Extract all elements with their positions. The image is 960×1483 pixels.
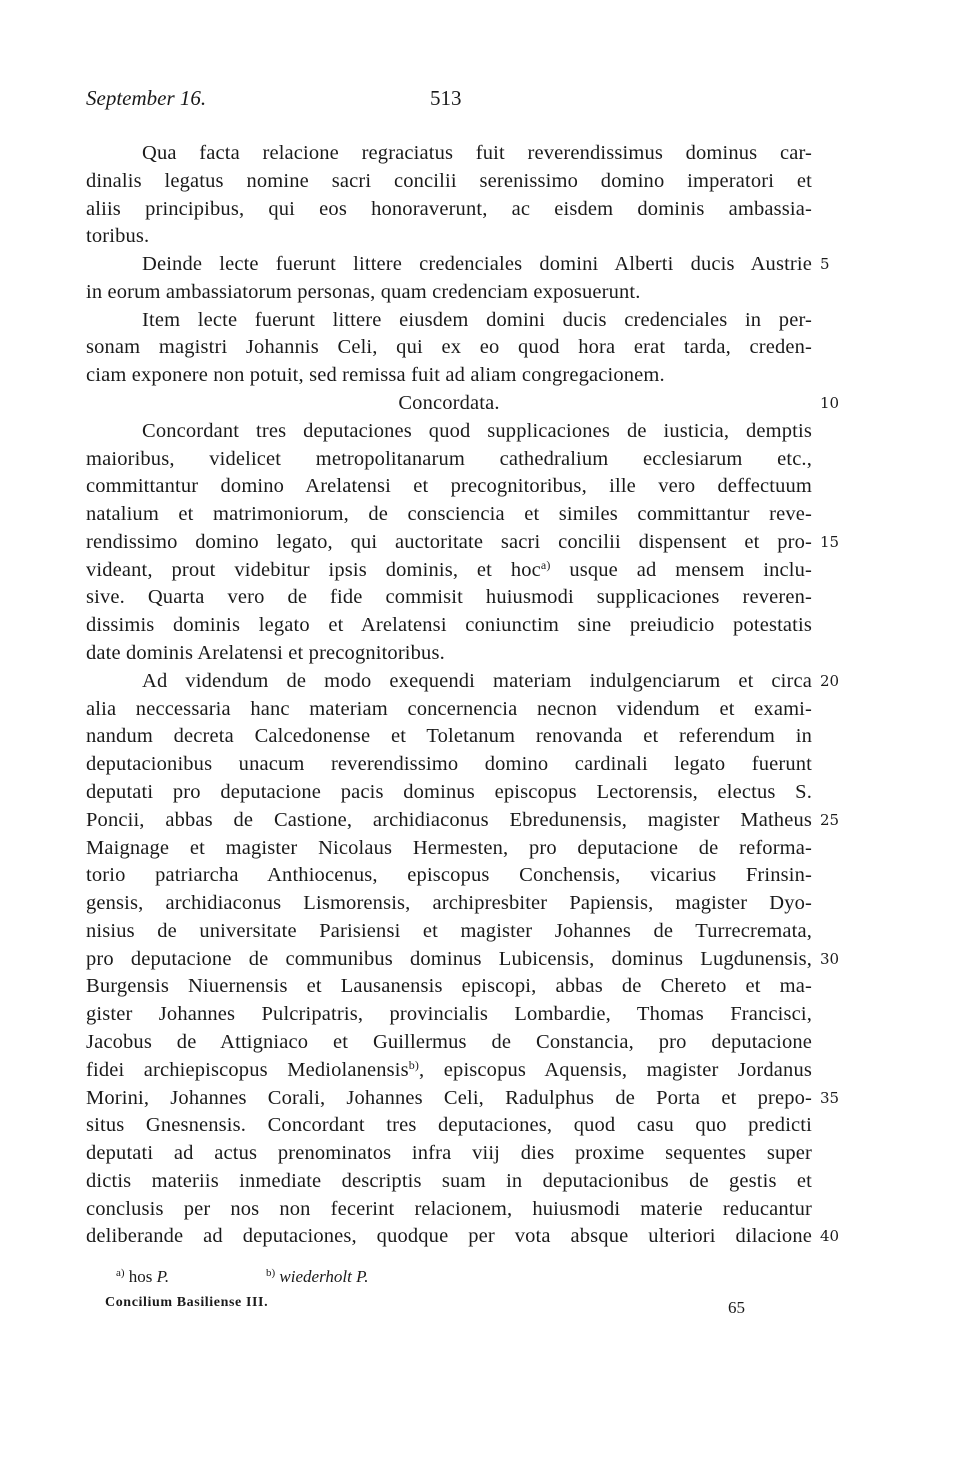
margin-line-number: 40 xyxy=(820,1227,840,1245)
text-line xyxy=(86,917,812,946)
text-line-content: deputati ad actus prenominatos infra viij dies proxime sequentes super xyxy=(86,1142,812,1164)
text-line-content: aliis principibus, qui eos honoraverunt, ac eisdem dominis ambassia- xyxy=(86,198,812,220)
text-line-content: dictis materiis inmediate descriptis suam in deputacionibus de gestis et xyxy=(86,1170,812,1192)
text-line-content: nandum decreta Calcedonense et Toletanum renovanda et referendum in xyxy=(86,725,812,747)
text-line-content: Concordant tres deputaciones quod supplicaciones de iusticia, demptis xyxy=(142,420,812,442)
text-line-content: alia neccessaria hanc materiam concernencia necnon videndum et exami- xyxy=(86,698,812,720)
text-line-content: pro deputacione de communibus dominus Lubicensis, dominus Lugdunensis, xyxy=(86,948,812,970)
text-line xyxy=(86,834,812,863)
text-line xyxy=(86,389,812,418)
running-head xyxy=(86,86,812,116)
text-line-content: gensis, archidiaconus Lismorensis, archipresbiter Papiensis, magister Dyo- xyxy=(86,892,812,914)
text-line xyxy=(86,611,812,640)
text-line-content: Item lecte fuerunt littere eiusdem domini ducis credenciales in per- xyxy=(142,309,812,331)
text-line xyxy=(86,445,812,474)
text-line-content: conclusis per nos non fecerint relacionem, huiusmodi materie reducantur xyxy=(86,1198,812,1220)
text-line xyxy=(142,306,812,335)
text-line-content: dissimis dominis legato et Arelatensi coniunctim sine preiudicio potestatis xyxy=(86,614,812,636)
text-line-content: dinalis legatus nomine sacri concilii serenissimo domino imperatori et xyxy=(86,170,812,192)
text-line xyxy=(86,195,812,224)
footnote-reference: b) xyxy=(408,1058,420,1072)
margin-line-number: 30 xyxy=(820,950,840,968)
text-line xyxy=(142,250,812,279)
text-line-content: deliberande ad deputaciones, quodque per vota absque ulteriori dilacione xyxy=(86,1225,812,1247)
text-line-content: in eorum ambassiatorum personas, quam credenciam exposuerunt. xyxy=(86,281,641,303)
text-line-content: natalium et matrimoniorum, de consciencia et similes committantur reve- xyxy=(86,503,812,525)
text-line xyxy=(86,528,812,557)
text-line-content: torio patriarcha Anthiocenus, episcopus Conchensis, vicarius Frinsin- xyxy=(86,864,812,886)
text-line xyxy=(86,1056,812,1085)
text-line-content: situs Gnesnensis. Concordant tres deputaciones, quod casu quo predicti xyxy=(86,1114,812,1136)
text-line xyxy=(86,1167,812,1196)
page-number: 513 xyxy=(430,86,462,110)
text-line-content: deputati pro deputacione pacis dominus episcopus Lectorensis, electus S. xyxy=(86,781,812,803)
text-line-content: Jacobus de Attigniaco et Guillermus de Constancia, pro deputacione xyxy=(86,1031,812,1053)
footnotes xyxy=(116,1267,516,1293)
text-line-content: rendissimo domino legato, qui auctoritate sacri concilii dispensent et pro- xyxy=(86,531,812,553)
footnote-b-mark: b) xyxy=(266,1267,276,1279)
text-line xyxy=(86,583,812,612)
text-line-content: Burgensis Niuernensis et Lausanensis episcopi, abbas de Chereto et ma- xyxy=(86,975,812,997)
text-line-continuation: usque ad mensem inclu- xyxy=(550,559,813,581)
margin-line-number: 5 xyxy=(820,255,830,273)
text-line xyxy=(86,861,812,890)
margin-line-number: 35 xyxy=(820,1089,840,1107)
text-line xyxy=(86,1000,812,1029)
text-line xyxy=(86,1222,812,1251)
footnote-a-source: P. xyxy=(156,1267,170,1286)
text-line-content: committantur domino Arelatensi et precognitoribus, ille vero deffectuum xyxy=(86,475,812,497)
footnote-b-text: wiederholt xyxy=(279,1267,352,1286)
text-line-content: sive. Quarta vero de fide commisit huiusmodi supplicaciones reveren- xyxy=(86,586,812,608)
text-line xyxy=(86,722,812,751)
text-line-content: gister Johannes Pulcripatris, provincialis Lombardie, Thomas Francisci, xyxy=(86,1003,812,1025)
text-line xyxy=(86,222,812,251)
text-line xyxy=(86,1139,812,1168)
margin-line-number: 15 xyxy=(820,533,840,551)
text-line-content: Maignage et magister Nicolaus Hermesten, pro deputacione de reforma- xyxy=(86,837,812,859)
text-line xyxy=(86,806,812,835)
footnote-a-mark: a) xyxy=(116,1267,125,1279)
text-line-content: deputacionibus unacum reverendissimo domino cardinali legato fuerunt xyxy=(86,753,812,775)
sheet-number: 65 xyxy=(728,1298,745,1317)
footnote-b xyxy=(266,1267,369,1287)
footnote-a xyxy=(116,1267,169,1287)
text-line xyxy=(86,1084,812,1113)
text-line-content: videant, prout videbitur ipsis dominis, et hoc xyxy=(86,559,541,581)
margin-line-number: 25 xyxy=(820,811,840,829)
text-line xyxy=(86,278,812,307)
text-line xyxy=(86,1195,812,1224)
text-line xyxy=(86,361,812,390)
text-line xyxy=(86,750,812,779)
text-line xyxy=(86,333,812,362)
text-line xyxy=(86,778,812,807)
running-head-date: September 16. xyxy=(86,86,207,110)
text-line-content: fidei archiepiscopus Mediolanensis xyxy=(86,1059,409,1081)
text-line-content: Qua facta relacione regraciatus fuit reverendissimus dominus car- xyxy=(142,142,812,164)
text-line-content: Concordata. xyxy=(398,392,500,414)
text-line xyxy=(86,167,812,196)
text-line xyxy=(86,889,812,918)
text-line-content: Poncii, abbas de Castione, archidiaconus Ebredunensis, magister Matheus xyxy=(86,809,812,831)
text-line xyxy=(142,417,812,446)
text-line xyxy=(86,1111,812,1140)
text-line xyxy=(86,500,812,529)
text-line xyxy=(86,556,812,585)
footnote-reference: a) xyxy=(540,558,551,572)
text-line-continuation: , episcopus Aquensis, magister Jordanus xyxy=(419,1059,812,1081)
text-line xyxy=(86,695,812,724)
margin-line-number: 10 xyxy=(820,394,840,412)
text-line-content: ciam exponere non potuit, sed remissa fuit ad aliam congregacionem. xyxy=(86,364,665,386)
text-line xyxy=(86,1028,812,1057)
text-line xyxy=(142,139,812,168)
text-line xyxy=(142,667,812,696)
text-line xyxy=(86,639,812,668)
text-line xyxy=(86,972,812,1001)
text-line-content: maioribus, videlicet metropolitanarum cathedralium ecclesiarum etc., xyxy=(86,448,812,470)
text-line-content: sonam magistri Johannis Celi, qui ex eo quod hora erat tarda, creden- xyxy=(86,336,812,358)
text-line-content: Deinde lecte fuerunt littere credenciales domini Alberti ducis Austrie xyxy=(142,253,812,275)
footnote-a-text: hos xyxy=(128,1267,153,1286)
footnote-b-source: P. xyxy=(356,1267,369,1286)
text-line xyxy=(86,945,812,974)
text-line-content: Ad videndum de modo exequendi materiam indulgenciarum et circa xyxy=(142,670,812,692)
text-line-content: date dominis Arelatensi et precognitoribus. xyxy=(86,642,445,664)
text-line-content: Morini, Johannes Corali, Johannes Celi, Radulphus de Porta et prepo- xyxy=(86,1087,812,1109)
margin-line-number: 20 xyxy=(820,672,840,690)
text-line xyxy=(86,472,812,501)
text-line-content: nisius de universitate Parisiensi et magister Johannes de Turrecremata, xyxy=(86,920,812,942)
text-line-content: toribus. xyxy=(86,225,150,247)
printer-signature: Concilium Basiliense III. xyxy=(105,1295,269,1310)
